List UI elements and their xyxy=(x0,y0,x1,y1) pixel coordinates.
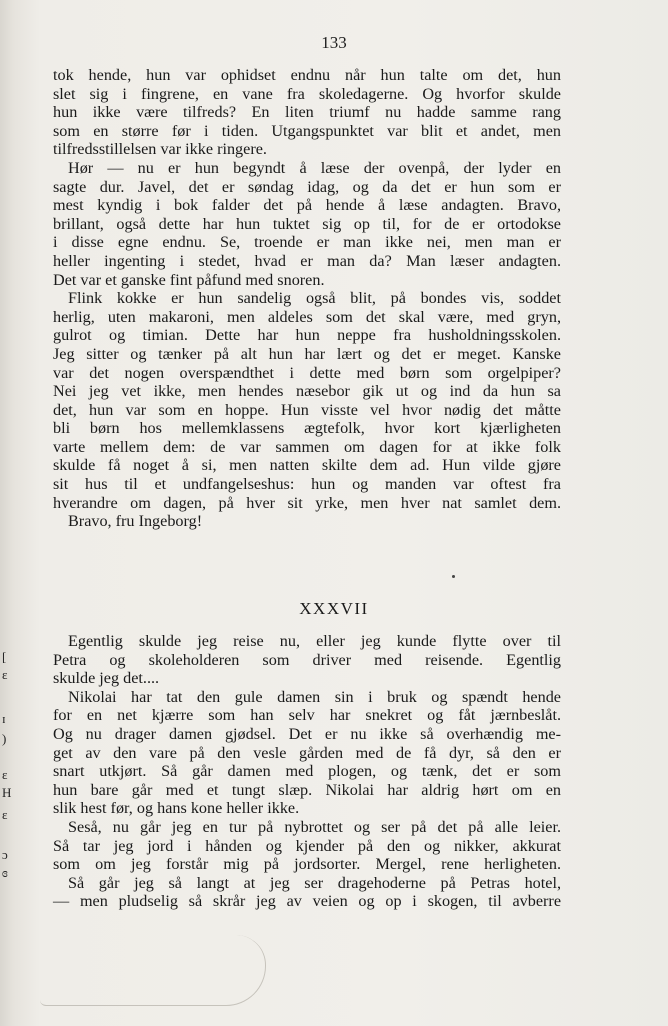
text-line: get av den vare på den vesle gården med de få dyr, så den er xyxy=(53,743,561,762)
chapter-heading: XXXVII xyxy=(299,599,369,618)
text-line: som om jeg forstår mig på jordsorter. Mergel, rene herligheten. xyxy=(53,855,561,874)
text-line: heller ingenting i stedet, hvad er man da? Man læser andagten. xyxy=(53,251,561,270)
text-line: hun ikke være tilfreds? En liten triumf nu hadde samme rang xyxy=(53,103,561,122)
text-line: snart utkjørt. Så går damen med plogen, og tænk, det er som xyxy=(53,762,561,781)
text-line: Jeg sitter og tænker på alt hun har lært og det er meget. Kanske xyxy=(53,344,561,363)
margin-mark: ɛ xyxy=(2,807,8,822)
text-line: slik hest før, og hans kone heller ikke. xyxy=(53,799,300,818)
text-line: tok hende, hun var ophidset endnu når hun talte om det, hun xyxy=(53,66,561,84)
section-2-text xyxy=(53,632,561,911)
text-line: det, hun var som en hoppe. Hun visste vel hvor nødig det måtte xyxy=(53,400,561,419)
margin-mark: ɪ xyxy=(2,711,6,726)
margin-mark: ɛ xyxy=(2,767,8,782)
text-line: sit hus til et undfangelseshus: hun og manden var oftest fra xyxy=(53,475,561,494)
text-line: var det nogen overspændthet i dette med børn som orgelpiper? xyxy=(53,363,561,382)
text-line: Nikolai har tat den gule damen sin i bruk og spændt hende xyxy=(68,687,561,706)
text-line: bli børn hos mellemklassens ægtefolk, hvor kort kjærligheten xyxy=(53,419,561,438)
text-line: Så går jeg så langt at jeg ser dragehoderne på Petras hotel, xyxy=(68,873,561,892)
margin-mark: ) xyxy=(2,731,7,746)
text-line: Petra og skoleholderen som driver med reisende. Egentlig xyxy=(53,650,561,669)
text-line: Hør — nu er hun begyndt å læse der ovenpå, der lyder en xyxy=(68,158,561,177)
margin-mark: [ xyxy=(2,649,7,664)
text-line: Og nu drager damen gjødsel. Det er nu ikke så overhændig me- xyxy=(53,724,561,743)
text-line: varte mellem dem: de var sammen om dagen for at ikke folk xyxy=(53,437,561,456)
text-line: brillant, også dette har hun tuktet sig op til, for de er ortodokse xyxy=(53,214,561,233)
text-line: Flink kokke er hun sandelig også blit, på bondes vis, soddet xyxy=(68,289,561,308)
text-line: Seså, nu går jeg en tur på nybrottet og ser på det på alle leier. xyxy=(68,817,561,836)
text-line: hun bare går med et tungt slæp. Nikolai har aldrig hørt om en xyxy=(53,780,561,799)
text-line: — men pludselig så skrår jeg av veien og op i skogen, til avberre xyxy=(53,892,561,911)
text-line: Bravo, fru Ingeborg! xyxy=(68,512,203,531)
text-line: for en net kjærre som han selv har snekret og fåt jærnbeslåt. xyxy=(53,706,561,725)
text-line: tilfredsstillelsen var ikke ringere. xyxy=(53,140,267,159)
margin-mark: ɔ xyxy=(2,847,8,862)
text-line: Egentlig skulde jeg reise nu, eller jeg kunde flytte over til xyxy=(68,632,561,650)
text-line: som en større før i tiden. Utgangspunktet var blit et andet, men xyxy=(53,121,561,140)
text-line: herlig, uten makaroni, men aldeles som det skal være, med gryn, xyxy=(53,307,561,326)
text-line: skulde jeg det.... xyxy=(53,669,160,688)
section-1-text xyxy=(53,66,561,531)
margin-mark: H xyxy=(2,785,12,800)
text-line: gulrot og timian. Dette har hun neppe fra husholdningsskolen. xyxy=(53,326,561,345)
text-line: mest kyndig i bok falder det på hende å læse andagten. Bravo, xyxy=(53,196,561,215)
text-line: Nei jeg vet ikke, men hendes næsebor gik ut og ind da hun sa xyxy=(53,382,561,401)
margin-mark: ɛ xyxy=(2,667,8,682)
text-line: slet sig i fingrene, en vane fra skoledagerne. Og hvorfor skulde xyxy=(53,84,561,103)
ink-speck xyxy=(452,575,455,578)
margin-mark: ɞ xyxy=(2,865,8,880)
paper-stain xyxy=(40,935,266,1006)
text-line: Så tar jeg jord i hånden og kjender på den og nikker, akkurat xyxy=(53,836,561,855)
text-line: sagte dur. Javel, det er søndag idag, og da det er hun som er xyxy=(53,177,561,196)
text-line: hverandre om dagen, på hver sit yrke, men hver nat samlet dem. xyxy=(53,493,561,512)
page-number: 133 xyxy=(321,33,347,52)
text-line: i disse egne endnu. Se, troende er man ikke nei, men man er xyxy=(53,233,561,252)
text-line: skulde få noget å si, men natten skilte dem ad. Hun vilde gjøre xyxy=(53,456,561,475)
text-line: Det var et ganske fint påfund med snoren. xyxy=(53,270,325,289)
